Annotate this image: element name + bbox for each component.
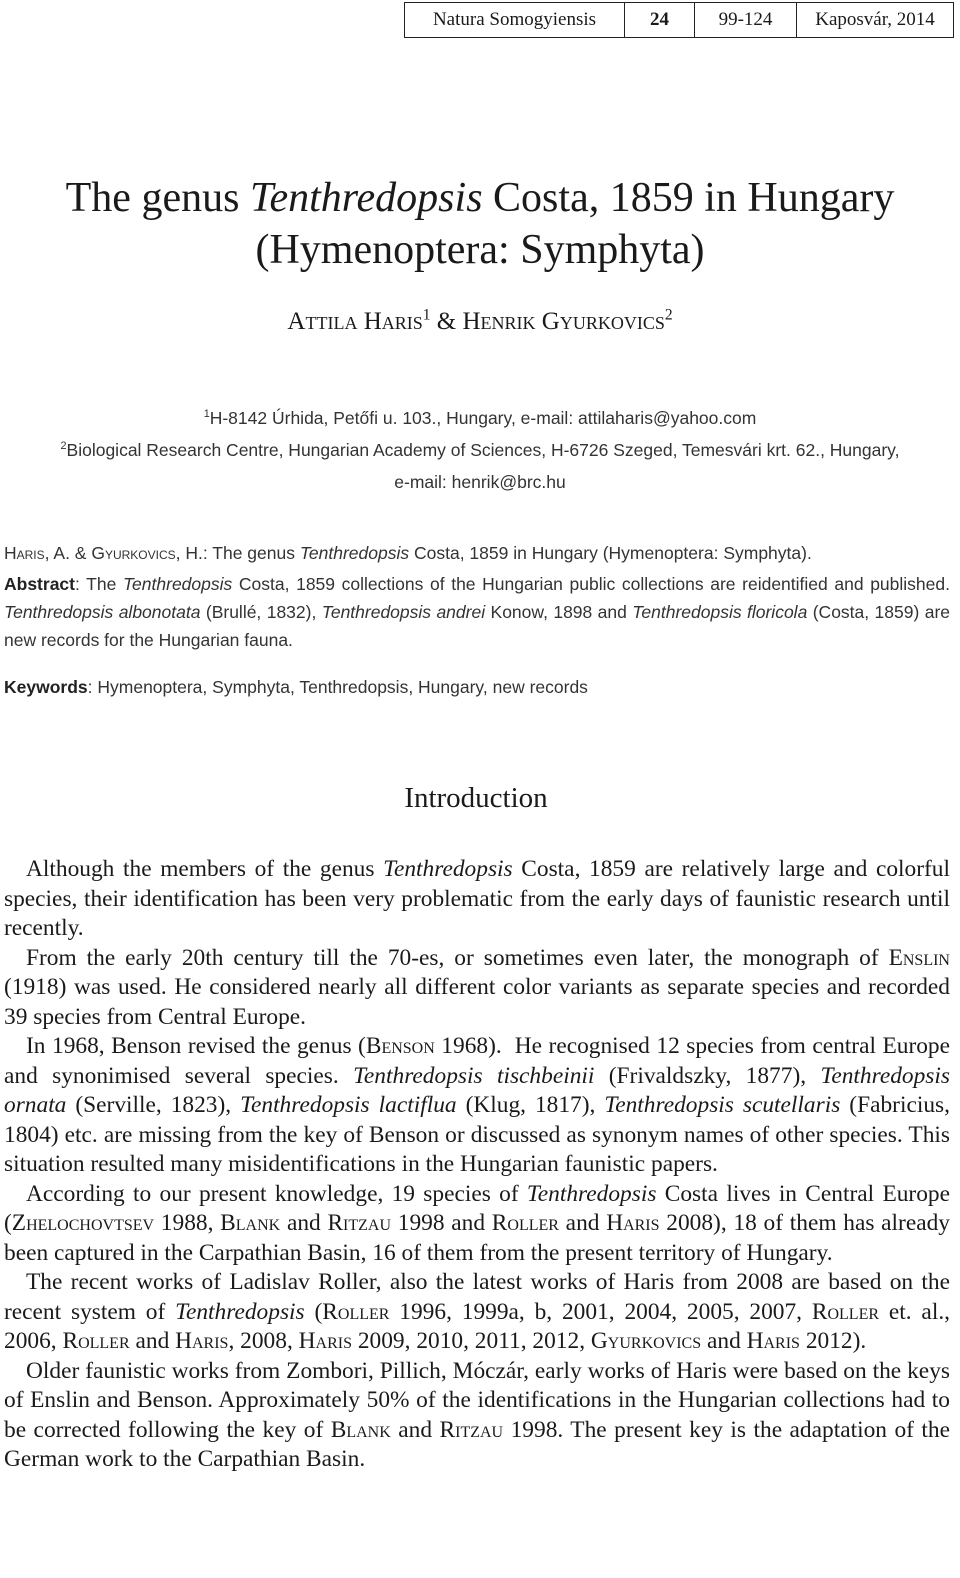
- cited-author: Roller: [62, 1328, 130, 1354]
- abstract-text: : The: [75, 574, 123, 594]
- journal-header: [404, 2, 954, 38]
- abstract-text: (Brullé, 1832),: [200, 602, 322, 622]
- cited-author: Blank: [220, 1210, 281, 1236]
- journal-name: Natura Somogyiensis: [405, 3, 625, 37]
- author-2: Henrik Gyurkovics: [462, 308, 665, 335]
- taxon: Tenthredopsis scutellaris: [604, 1092, 841, 1118]
- body-text: (Fabricius, 1804) etc. are missing from the key of Benson or discussed as synonym names of other species. This situation resulted many misidentifications in the Hungarian faunistic papers.: [4, 1092, 950, 1177]
- body-text: (: [304, 1298, 323, 1325]
- author-separator: &: [430, 308, 463, 335]
- body-text: , 2008,: [228, 1328, 299, 1354]
- abstract-label: Abstract: [4, 574, 75, 594]
- taxon: Tenthredopsis tischbeinii: [353, 1062, 595, 1089]
- body-text: (Frivaldszky, 1877),: [594, 1062, 821, 1089]
- body-text: From the early 20th century till the 70-es, or sometimes even later, the monograph of: [26, 944, 889, 971]
- abstract: [4, 570, 950, 654]
- cited-author: Haris: [746, 1328, 800, 1354]
- body-text: 2008), 18 of them has already been captured in the Carpathian Basin, 16 of them from the present territory of Hungary.: [4, 1210, 950, 1266]
- paragraph-3: [4, 1032, 956, 1180]
- body-text: 2009, 2010, 2011, 2012,: [352, 1328, 591, 1354]
- cited-author: Roller: [491, 1210, 559, 1236]
- body-text: and: [129, 1328, 176, 1354]
- cited-author: Haris: [606, 1210, 660, 1236]
- body-text: 1996, 1999a, b, 2001, 2004, 2005, 2007,: [389, 1298, 812, 1325]
- abstract-text: Costa, 1859 collections of the Hungarian public collections are reidentified and published.: [232, 574, 950, 594]
- paragraph-5: [4, 1268, 950, 1357]
- paragraph-4: [4, 1180, 950, 1269]
- cited-author: Benson: [365, 1033, 435, 1059]
- citation-line: [4, 543, 950, 564]
- author-list: [0, 308, 960, 336]
- abstract-taxon: Tenthredopsis andrei: [321, 602, 486, 622]
- body-text: 1988,: [154, 1210, 221, 1236]
- body-text: The recent works of Ladislav Roller, also the latest works of Haris from 2008 are based on the recent system of: [4, 1269, 950, 1325]
- title-text: The genus: [65, 175, 250, 221]
- paragraph-1: [4, 855, 950, 944]
- body-text: 1968). He recognised 12 species from central Europe and synonimised several species.: [4, 1033, 956, 1089]
- body-text: Costa lives in Central Europe (: [4, 1180, 950, 1236]
- abstract-text: Konow, 1898 and: [485, 602, 633, 622]
- abstract-taxon: Tenthredopsis: [122, 574, 233, 594]
- body-text: (Serville, 1823),: [66, 1092, 241, 1118]
- abstract-text: (Costa, 1859) are new records for the Hungarian fauna.: [4, 602, 951, 650]
- body-text: and: [701, 1328, 747, 1354]
- keywords-label: Keywords: [4, 677, 88, 697]
- taxon: Tenthredopsis lactiflua: [240, 1092, 457, 1118]
- section-heading-introduction: Introduction: [404, 782, 548, 814]
- cited-author: Roller: [322, 1298, 390, 1325]
- citation-genus: Tenthredopsis: [299, 543, 410, 563]
- cited-author: Haris: [298, 1328, 352, 1354]
- body-text: (1918) was used. He considered nearly all different color variants as separate species and recorded 39 species from Central Europe.: [4, 974, 950, 1030]
- body-text: Although the members of the genus: [26, 856, 384, 882]
- cited-author: Roller: [811, 1298, 880, 1325]
- abstract-taxon: Tenthredopsis albonotata: [4, 602, 201, 622]
- taxon: Tenthredopsis: [526, 1180, 657, 1207]
- affiliation-2: [0, 440, 960, 461]
- taxon: Tenthredopsis ornata: [4, 1062, 950, 1118]
- cited-author: Ritzau: [439, 1416, 504, 1443]
- author-2-sup: 2: [664, 306, 673, 324]
- cited-author: Enslin: [888, 944, 950, 971]
- citation-text: : The genus: [202, 543, 300, 563]
- journal-place-year: Kaposvár, 2014: [815, 9, 935, 30]
- cited-author: Haris: [175, 1328, 229, 1354]
- cited-author: Ritzau: [327, 1210, 392, 1236]
- paragraph-2: [4, 944, 950, 1033]
- affiliation-1: [0, 408, 960, 429]
- title-genus: Tenthredopsis: [249, 175, 483, 221]
- introduction-body: [4, 855, 956, 1475]
- title-line-1: [0, 172, 960, 224]
- body-text: Costa, 1859 are relatively large and colorful species, their identification has been very problematic from the early days of faunistic research until recently.: [4, 856, 950, 941]
- body-text: and: [558, 1210, 607, 1236]
- taxon: Tenthredopsis: [383, 856, 513, 882]
- body-text: 1998 and: [391, 1210, 492, 1236]
- keywords-text: : Hymenoptera, Symphyta, Tenthredopsis, Hungary, new records: [87, 677, 588, 697]
- journal-volume: 24: [625, 3, 695, 37]
- cited-author: Zhelochovtsev: [11, 1210, 155, 1236]
- journal-pages: 99-124: [695, 3, 797, 37]
- author-1-sup: 1: [422, 306, 431, 324]
- body-text: 2012).: [799, 1328, 867, 1354]
- affiliation-2-email: e-mail: henrik@brc.hu: [394, 472, 566, 492]
- affiliation-2-sup: 2: [60, 440, 67, 453]
- cited-author: Gyurkovics: [590, 1328, 702, 1354]
- author-1: Attila Haris: [287, 308, 423, 335]
- citation-authors: Haris, A. & Gyurkovics, H.: [4, 543, 203, 563]
- keywords: [4, 677, 950, 698]
- title-text: Costa, 1859 in Hungary: [482, 175, 895, 221]
- body-text: According to our present knowledge, 19 species of: [26, 1180, 527, 1207]
- title-line-2: (Hymenoptera: Symphyta): [255, 227, 705, 273]
- taxon: Tenthredopsis: [175, 1298, 305, 1325]
- body-text: Older faunistic works from Zombori, Pillich, Móczár, early works of Haris were based on the keys of Enslin and Benson. Approximately 50% of the identifications in the Hungarian collections had to be corrected following the key of: [4, 1357, 950, 1443]
- cited-author: Blank: [330, 1416, 391, 1443]
- paragraph-6: [4, 1357, 950, 1475]
- body-text: et. al., 2006,: [4, 1298, 951, 1354]
- body-text: (Klug, 1817),: [456, 1092, 605, 1118]
- affiliation-1-sup: 1: [203, 408, 210, 421]
- body-text: and: [280, 1210, 328, 1236]
- body-text: and: [390, 1416, 440, 1443]
- affiliation-1-text: H-8142 Úrhida, Petőfi u. 103., Hungary, e-mail: attilaharis@yahoo.com: [209, 408, 757, 428]
- citation-text: Costa, 1859 in Hungary (Hymenoptera: Symphyta).: [409, 543, 812, 563]
- body-text: 1998. The present key is the adaptation of the German work to the Carpathian Basin.: [4, 1416, 950, 1472]
- abstract-taxon: Tenthredopsis floricola: [632, 602, 808, 622]
- affiliation-2-text: Biological Research Centre, Hungarian Academy of Sciences, H-6726 Szeged, Temesvári krt. 62., Hungary,: [66, 440, 900, 460]
- body-text: In 1968, Benson revised the genus (: [26, 1033, 366, 1059]
- paper-title: [0, 172, 960, 276]
